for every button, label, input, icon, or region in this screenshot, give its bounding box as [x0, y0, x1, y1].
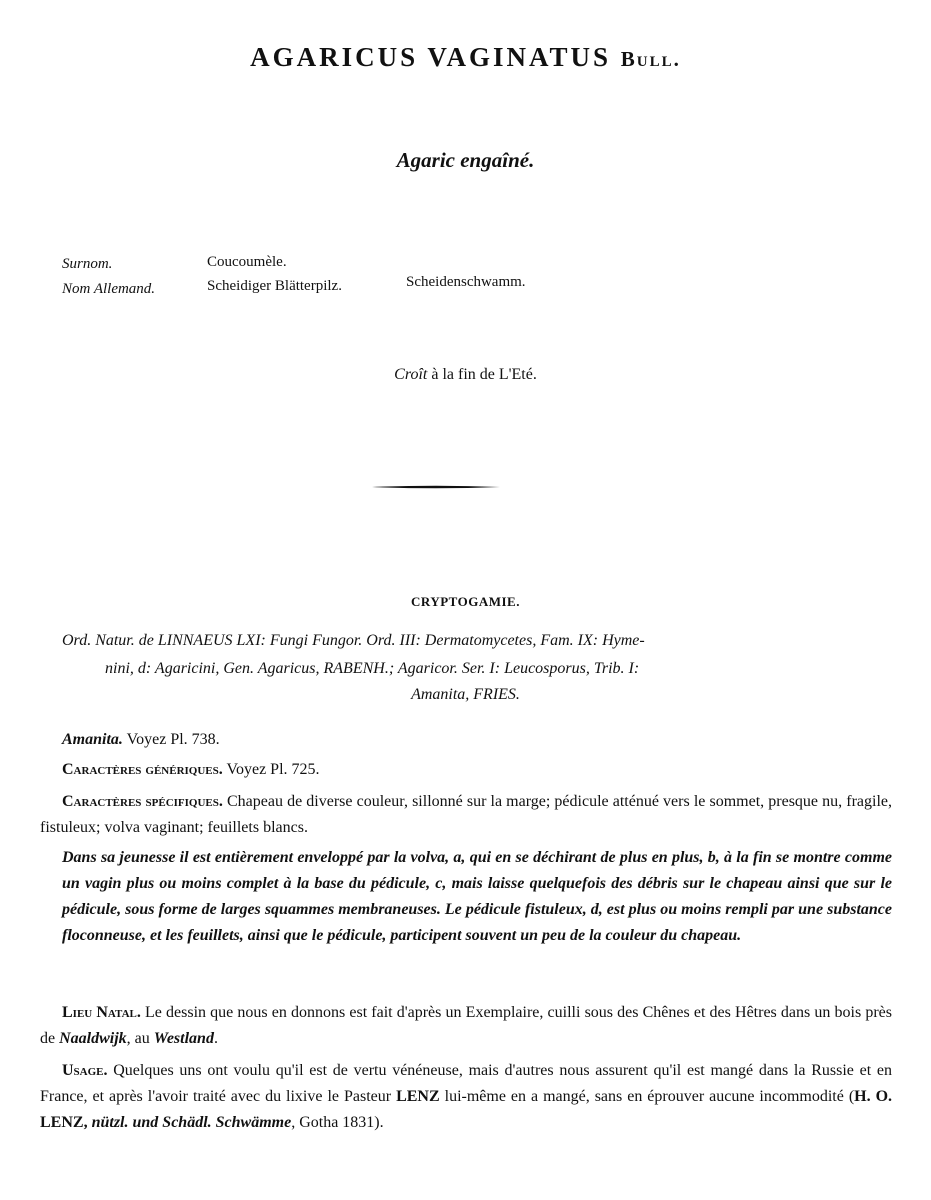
allemand-value-2: Scheidenschwamm. [406, 274, 526, 290]
title-main: AGARICUS VAGINATUS [250, 42, 611, 72]
allemand-value-1: Scheidiger Blätterpilz. [207, 278, 342, 294]
allemand-label: Nom Allemand. [62, 281, 156, 297]
growth-note [0, 366, 931, 384]
usage-text-1: Quelques uns ont voulu qu'il est de vertu vénéneuse, mais d'autres nous assurent qu'il est mangé dans la Russie et en France, et après l'avoir traité avec du lixive le Pasteur [40, 1062, 892, 1105]
title-author: Bull. [620, 47, 681, 71]
generiques-label: Caractères génériques. [62, 761, 223, 778]
page-subtitle: Agaric engaîné. [396, 148, 535, 172]
description-paragraph: Dans sa jeunesse il est entièrement enveloppé par la volva, a, qui en se déchirant de plus en plus, b, à la fin se montre comme un vagin plus ou moins complet à la base du pédicule, c, mais laisse quelquefois des débris sur le chapeau ainsi que sur le pédicule, sous forme de larges squammes membraneuses. Le pédicule fistuleux, d, est plus ou moins rempli par une substance floconneuse, et les feuillets, ainsi que le pédicule, participent souvent un peu de la couleur du chapeau. [62, 849, 892, 944]
usage-ref-end: , Gotha 1831). [291, 1114, 384, 1131]
specifiques-label: Caractères spécifiques. [62, 793, 223, 810]
specifiques-text: Chapeau de diverse couleur, sillonné sur la marge; pédicule atténué vers le sommet, presque nu, fragile, fistuleux; volva vaginant; feuillets blancs. [40, 793, 893, 836]
surnom-value: Coucoumèle. [207, 254, 287, 270]
classification-line-1: Ord. Natur. de LINNAEUS LXI: Fungi Fungor. Ord. III: Dermatomycetes, Fam. IX: Hyme- [62, 632, 645, 649]
classification-line-3: Amanita, FRIES. [411, 686, 520, 703]
specifiques-paragraph [40, 789, 892, 841]
lieu-paragraph [40, 1000, 892, 1052]
lieu-label: Lieu Natal. [62, 1004, 141, 1021]
section-heading: CRYPTOGAMIE. [411, 594, 520, 609]
amanita-text: Voyez Pl. 738. [126, 731, 220, 748]
usage-text-2: lui-même en a mangé, sans en éprouver aucune incommodité ( [444, 1088, 855, 1105]
usage-ref-title: nützl. und Schädl. Schwämme [91, 1114, 292, 1131]
growth-text: à la fin de L'Eté. [431, 366, 537, 383]
amanita-line [62, 731, 220, 749]
usage-ref-author: H. O. LENZ, [40, 1088, 893, 1131]
growth-label: Croît [394, 366, 428, 383]
decorative-rule [372, 485, 500, 489]
lieu-place-1: Naaldwijk [59, 1030, 127, 1047]
generiques-line [62, 761, 320, 779]
classification-line-2: nini, d: Agaricini, Gen. Agaricus, RABENH.; Agaricor. Ser. I: Leucosporus, Trib. I: [105, 660, 640, 677]
lieu-text-2: , au [126, 1030, 150, 1047]
usage-paragraph [40, 1058, 892, 1136]
lieu-text-1: Le dessin que nous en donnons est fait d'après un Exemplaire, cuilli sous des Chênes et des Hêtres dans un bois près de [40, 1004, 893, 1047]
lieu-place-2: Westland [153, 1030, 214, 1047]
generiques-text: Voyez Pl. 725. [226, 761, 320, 778]
usage-lenz: LENZ [396, 1088, 440, 1105]
page-title [0, 42, 931, 73]
lieu-text-3: . [213, 1030, 218, 1047]
surnom-label: Surnom. [62, 256, 113, 272]
amanita-label: Amanita. [62, 731, 123, 748]
usage-label: Usage. [62, 1062, 108, 1079]
